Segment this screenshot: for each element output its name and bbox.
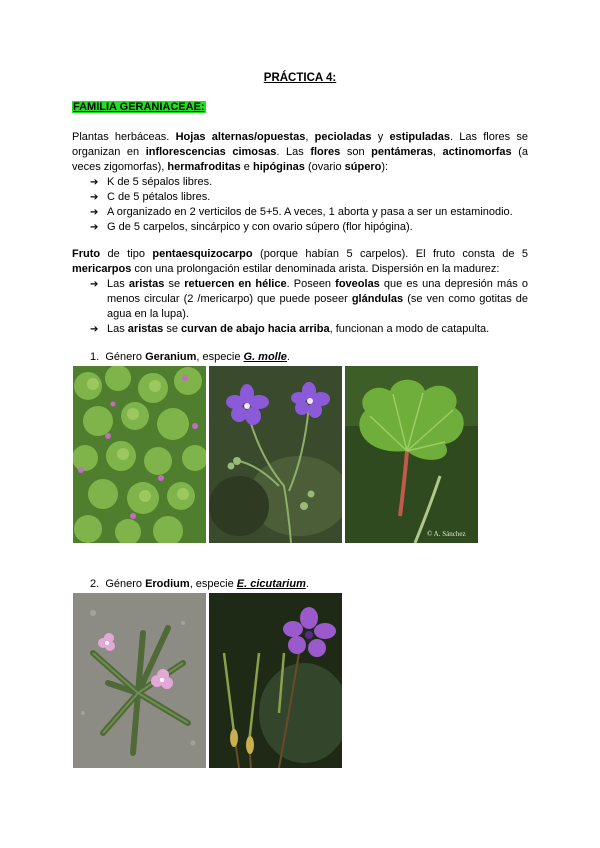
erodium-flower-photo [209,593,342,768]
list-item: ➔ K de 5 sépalos libres. [90,175,528,190]
page-title: PRÁCTICA 4: [263,72,337,84]
fruit-dispersal-list [90,277,528,337]
list-item: ➔ Las aristas se curvan de abajo hacia arriba, funcionan a modo de catapulta. [90,322,528,337]
geranium-plant-photo [73,366,206,543]
intro-paragraph: Plantas herbáceas. Hojas alternas/opuestas, pecioladas y estipuladas. Las flores se organizan en inflorescencias cimosas. Las flores son pentámeras, actinomorfas (a veces zigomorfas), hermafroditas e hipóginas (ovario súpero): [72,131,528,173]
svg-text:© A. Sánchez: © A. Sánchez [427,530,466,538]
genus-erodium-heading: 2. Género Erodium, especie E. cicutarium. [90,578,309,590]
list-item: ➔ A organizado en 2 verticilos de 5+5. A veces, 1 aborta y pasa a ser un estaminodio. [90,205,528,220]
flower-formula-list [90,175,528,235]
fruit-paragraph: Fruto de tipo pentaesquizocarpo (porque habían 5 carpelos). El fruto consta de 5 mericarpos con una prolongación estilar denominada arista. Dispersión en la madurez: [72,248,528,275]
genus-geranium-heading: 1. Género Geranium, especie G. molle. [90,351,290,363]
list-item: ➔ C de 5 pétalos libres. [90,190,528,205]
geranium-flower-photo [209,366,342,543]
erodium-plant-photo [73,593,206,768]
list-item: ➔ G de 5 carpelos, sincárpico y con ovario súpero (flor hipógina). [90,220,528,235]
geranium-leaf-photo [345,366,478,543]
list-item: ➔ Las aristas se retuercen en hélice. Poseen foveolas que es una depresión más o menos circular (2 /mericarpo) que puede poseer glándulas (se ven como gotitas de agua en la lupa). [90,277,528,322]
family-heading: FAMILIA GERANIACEAE: [73,101,205,113]
